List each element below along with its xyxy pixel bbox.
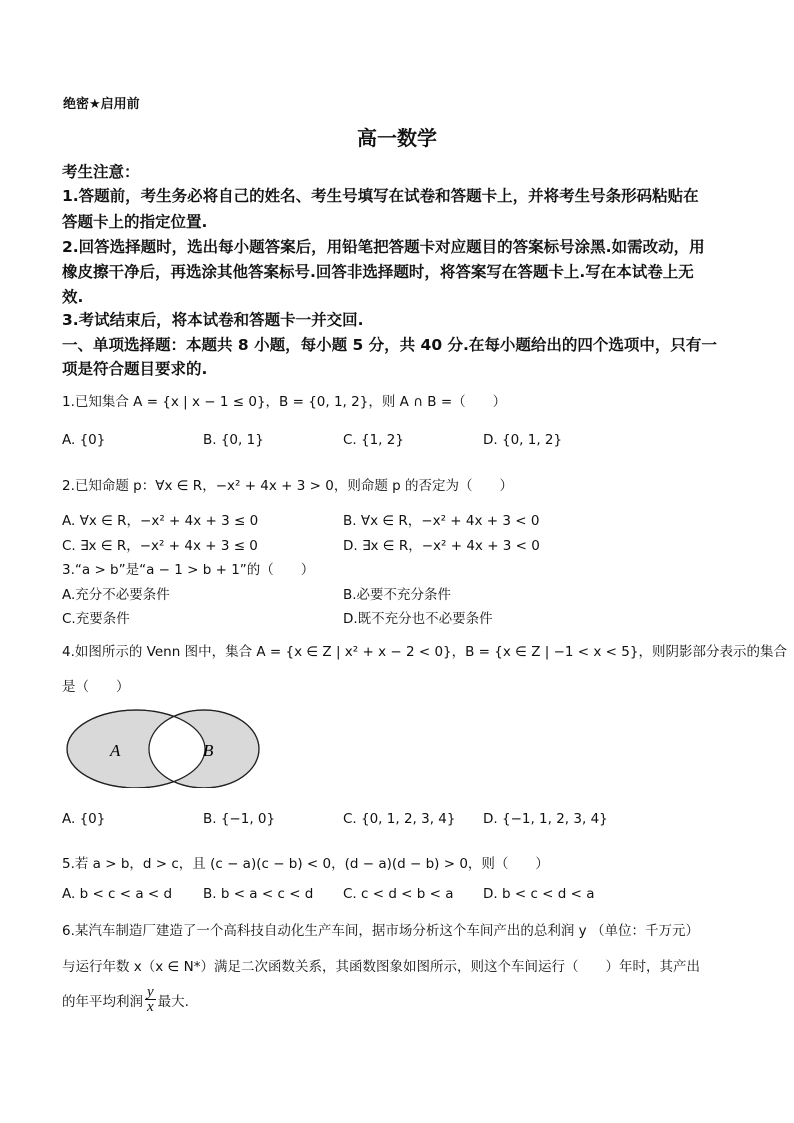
q3-option-d: D.既不充分也不必要条件 bbox=[343, 611, 493, 627]
confidential-note: 绝密★启用前 bbox=[63, 97, 140, 112]
fraction-y-over-x bbox=[145, 985, 156, 1014]
q2-option-c: C. ∃x ∈ R，−x² + 4x + 3 ≤ 0 bbox=[62, 538, 258, 554]
q3-option-c: C.充要条件 bbox=[62, 611, 130, 627]
q2-option-a: A. ∀x ∈ R，−x² + 4x + 3 ≤ 0 bbox=[62, 513, 259, 529]
q4-option-c: C. {0, 1, 2, 3, 4} bbox=[343, 811, 456, 827]
fraction-denominator: x bbox=[147, 999, 154, 1015]
q5-option-d: D. b < c < d < a bbox=[483, 886, 595, 902]
q2-option-d: D. ∃x ∈ R，−x² + 4x + 3 < 0 bbox=[343, 538, 540, 554]
q5-option-c: C. c < d < b < a bbox=[343, 886, 454, 902]
q1-option-c: C. {1, 2} bbox=[343, 432, 404, 448]
q3-option-b: B.必要不充分条件 bbox=[343, 587, 452, 603]
question-4-stem: 4.如图所示的 Venn 图中，集合 A = {x ∈ Z | x² + x − 2 < 0}，B = {x ∈ Z | −1 < x < 5}，则阴影部分表示的集合 bbox=[62, 644, 787, 660]
q6-text-pre: 的年平均利润 bbox=[62, 993, 143, 1010]
q5-option-a: A. b < c < a < d bbox=[62, 886, 173, 902]
q1-option-b: B. {0, 1} bbox=[203, 432, 264, 448]
q4-option-a: A. {0} bbox=[62, 811, 106, 827]
notice-line: 1.答题前，考生务必将自己的姓名、考生号填写在试卷和答题卡上，并将考生号条形码粘贴在 bbox=[62, 187, 699, 205]
venn-diagram bbox=[64, 708, 264, 788]
q4-option-d: D. {−1, 1, 2, 3, 4} bbox=[483, 811, 608, 827]
q6-text-post: 最大. bbox=[157, 993, 189, 1010]
question-6-stem-end bbox=[62, 985, 189, 1014]
question-4-stem-cont: 是（ ） bbox=[62, 679, 130, 695]
venn-label-a: A bbox=[110, 741, 121, 760]
venn-label-b: B bbox=[203, 741, 214, 760]
q3-option-a: A.充分不必要条件 bbox=[62, 587, 170, 603]
question-1-stem: 1.已知集合 A = {x | x − 1 ≤ 0}，B = {0, 1, 2}，则 A ∩ B =（ ） bbox=[62, 394, 507, 410]
notice-line: 答题卡上的指定位置. bbox=[62, 213, 208, 231]
question-5-stem: 5.若 a > b，d > c，且 (c − a)(c − b) < 0，(d − a)(d − b) > 0，则（ ） bbox=[62, 856, 549, 872]
question-3-stem: 3.“a > b”是“a − 1 > b + 1”的（ ） bbox=[62, 562, 315, 578]
question-2-stem: 2.已知命题 p：∀x ∈ R，−x² + 4x + 3 > 0，则命题 p 的否定为（ ） bbox=[62, 478, 513, 494]
question-6-stem-cont: 与运行年数 x（x ∈ N*）满足二次函数关系，其函数图象如图所示，则这个车间运行（ ）年时，其产出 bbox=[62, 959, 700, 975]
q2-option-b: B. ∀x ∈ R，−x² + 4x + 3 < 0 bbox=[343, 513, 540, 529]
q5-option-b: B. b < a < c < d bbox=[203, 886, 314, 902]
q4-option-b: B. {−1, 0} bbox=[203, 811, 276, 827]
q1-option-a: A. {0} bbox=[62, 432, 106, 448]
page-title: 高一数学 bbox=[357, 126, 437, 150]
q1-option-d: D. {0, 1, 2} bbox=[483, 432, 563, 448]
question-6-stem: 6.某汽车制造厂建造了一个高科技自动化生产车间，据市场分析这个车间产出的总利润 y （单位：千万元） bbox=[62, 923, 699, 939]
notice-line: 橡皮擦干净后，再选涂其他答案标号.回答非选择题时，将答案写在答题卡上.写在本试卷上无 bbox=[62, 263, 694, 281]
notice-line: 2.回答选择题时，选出每小题答案后，用铅笔把答题卡对应题目的答案标号涂黑.如需改动，用 bbox=[62, 238, 705, 256]
notice-label: 考生注意： bbox=[62, 163, 140, 181]
notice-line: 效. bbox=[62, 288, 84, 306]
section-heading: 一、单项选择题：本题共 8 小题，每小题 5 分，共 40 分.在每小题给出的四个选项中，只有一 bbox=[62, 336, 717, 354]
fraction-numerator: y bbox=[147, 984, 154, 1000]
section-heading: 项是符合题目要求的. bbox=[62, 360, 208, 378]
notice-line: 3.考试结束后，将本试卷和答题卡一并交回. bbox=[62, 311, 364, 329]
